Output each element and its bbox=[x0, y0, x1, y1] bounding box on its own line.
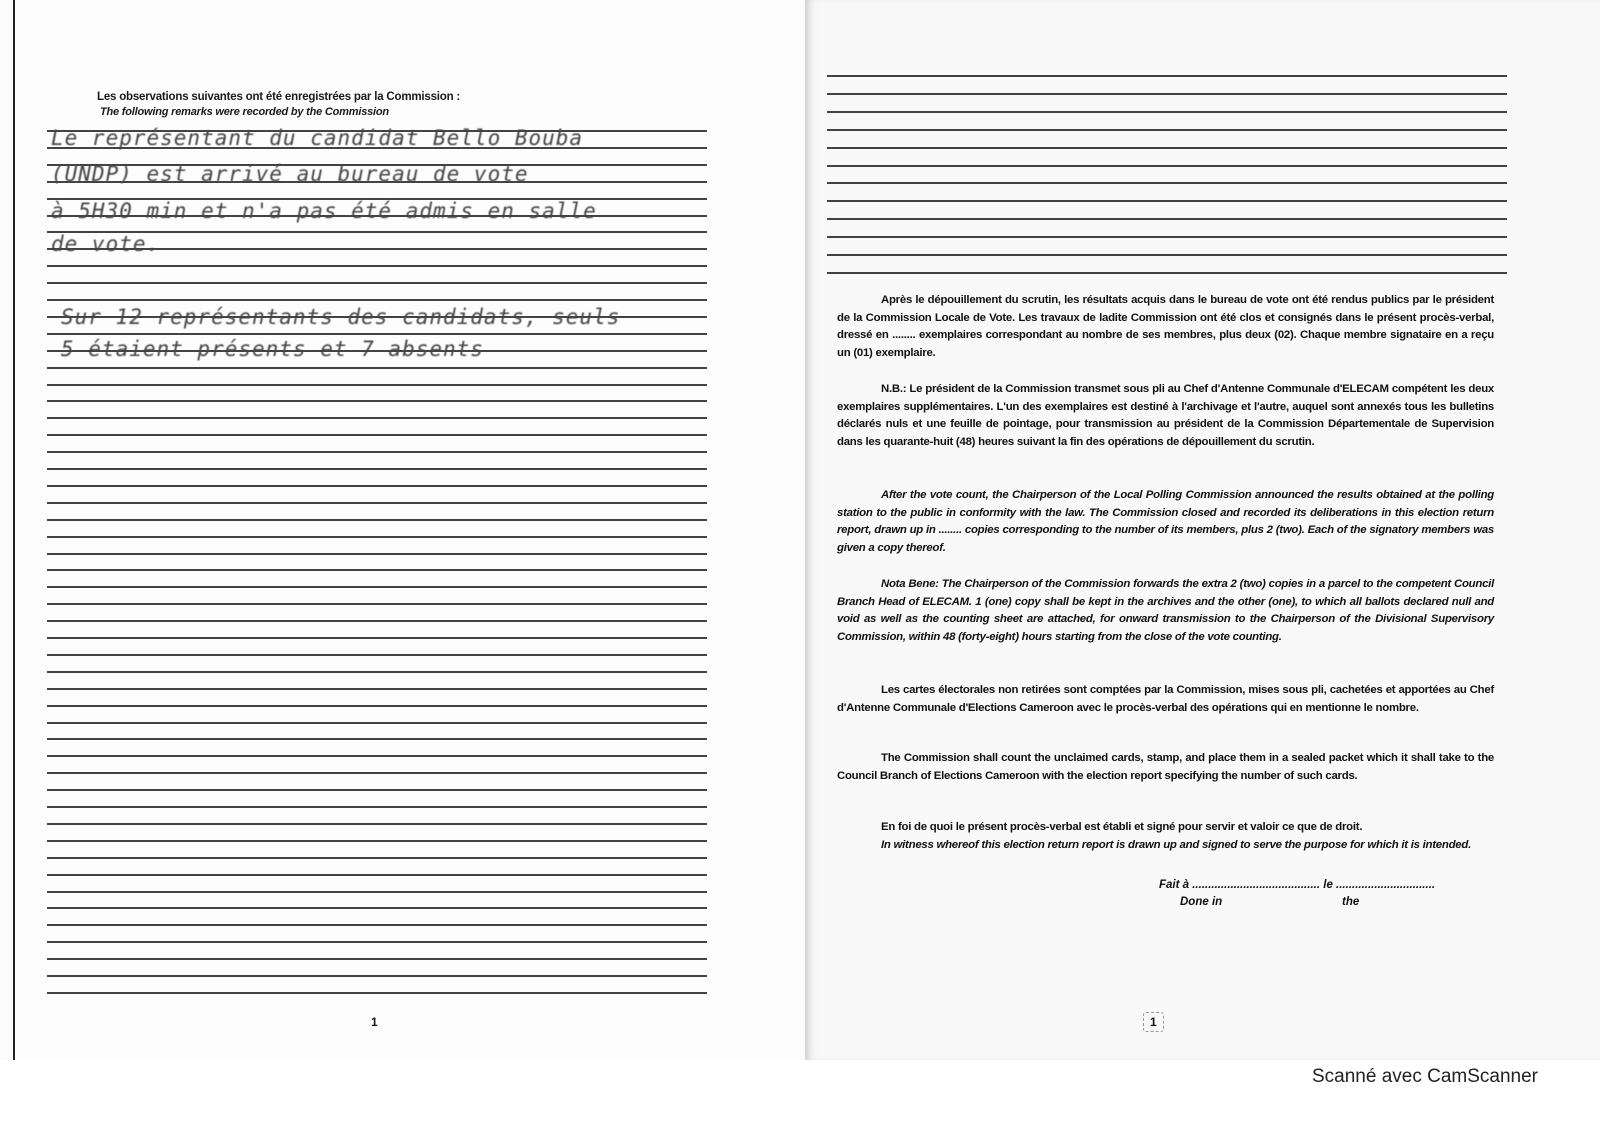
ruled-line bbox=[47, 434, 707, 436]
ruled-line bbox=[827, 93, 1507, 95]
ruled-line bbox=[47, 688, 707, 690]
handwritten-line: à 5H30 min et n'a pas été admis en salle bbox=[51, 199, 597, 223]
ruled-line bbox=[47, 265, 707, 267]
ruled-line bbox=[47, 299, 707, 301]
ruled-line bbox=[47, 451, 707, 453]
ruled-line bbox=[47, 502, 707, 504]
ruled-line bbox=[47, 874, 707, 876]
page-number-left: 1 bbox=[371, 1015, 378, 1029]
ruled-line bbox=[47, 485, 707, 487]
ruled-line bbox=[47, 536, 707, 538]
handwritten-line: de vote. bbox=[51, 232, 161, 256]
ruled-line bbox=[47, 333, 707, 335]
ruled-line bbox=[47, 755, 707, 757]
ruled-line bbox=[47, 586, 707, 588]
paragraph-cards-en: The Commission shall count the unclaimed cards, stamp, and place them in a sealed packet which it shall take to the Council Branch of Elections Cameroon with the election report specifying the number of such cards. bbox=[837, 752, 1494, 782]
paragraph-results-fr: Après le dépouillement du scrutin, les résultats acquis dans le bureau de vote ont été rendus publics par le président de la Commission Locale de Vote. Les travaux de ladite Commission ont été clos et consignés dans le présent procès-verbal, dressé en ........ exemplaires correspondant au nombre de ses membres, plus deux (02). Chaque membre signataire en a reçu un (01) exemplaire. bbox=[837, 294, 1494, 359]
ruled-line bbox=[827, 111, 1507, 113]
ruled-line bbox=[47, 282, 707, 284]
ruled-line bbox=[47, 857, 707, 859]
signature-done-in: Done in bbox=[1180, 896, 1223, 908]
paragraph-nota-bene-en: Nota Bene: The Chairperson of the Commission forwards the extra 2 (two) copies in a parcel to the competent Council Branch Head of ELECAM. 1 (one) copy shall be kept in the archives and the other (one), to which all ballots declared null and void as well as the counting sheet are attached, for onward transmission to the Chairperson of the Divisional Supervisory Commission, within 48 (forty-eight) hours starting from the close of the vote counting. bbox=[837, 578, 1494, 643]
ruled-line bbox=[47, 992, 707, 994]
observations-heading-en: The following remarks were recorded by the Commission bbox=[100, 106, 389, 118]
ruled-line bbox=[47, 569, 707, 571]
ruled-line bbox=[827, 218, 1507, 220]
handwritten-line: Le représentant du candidat Bello Bouba bbox=[51, 126, 584, 150]
ruled-line bbox=[47, 468, 707, 470]
ruled-line bbox=[47, 823, 707, 825]
handwritten-line: (UNDP) est arrivé au bureau de vote bbox=[51, 162, 529, 186]
ruled-line bbox=[47, 907, 707, 909]
ruled-line bbox=[827, 200, 1507, 202]
right-page bbox=[805, 0, 1600, 1060]
closing-en: In witness whereof this election return report is drawn up and signed to serve the purpose for which it is intended. bbox=[881, 839, 1471, 851]
ruled-line bbox=[47, 553, 707, 555]
ruled-line bbox=[827, 165, 1507, 167]
page-number-right: 1 bbox=[1143, 1012, 1164, 1032]
ruled-lines bbox=[47, 130, 707, 1000]
signature-fait-a: Fait à ........................................ le ............................... bbox=[1159, 879, 1436, 891]
ruled-line bbox=[827, 272, 1507, 274]
handwritten-line: Sur 12 représentants des candidats, seuls bbox=[61, 305, 621, 329]
ruled-line bbox=[827, 129, 1507, 131]
ruled-line bbox=[827, 147, 1507, 149]
ruled-line bbox=[47, 772, 707, 774]
ruled-line bbox=[827, 254, 1507, 256]
ruled-line bbox=[47, 789, 707, 791]
ruled-line bbox=[47, 738, 707, 740]
ruled-line bbox=[827, 236, 1507, 238]
ruled-line bbox=[47, 367, 707, 369]
left-page bbox=[13, 0, 805, 1060]
ruled-line bbox=[47, 891, 707, 893]
ruled-line bbox=[47, 519, 707, 521]
ruled-line bbox=[47, 654, 707, 656]
ruled-line bbox=[47, 603, 707, 605]
handwritten-line: 5 étaient présents et 7 absents bbox=[61, 337, 484, 361]
camscanner-watermark: Scanné avec CamScanner bbox=[1311, 1066, 1538, 1087]
nota-bene-label: Nota Bene: bbox=[881, 578, 939, 590]
ruled-line bbox=[47, 806, 707, 808]
ruled-line bbox=[47, 384, 707, 386]
ruled-line bbox=[47, 620, 707, 622]
paragraph-results-en: After the vote count, the Chairperson of the Local Polling Commission announced the results obtained at the polling station to the public in conformity with the law. The Commission closed and recorded its deliberations in this election return report, drawn up in ........ copies corresponding to the number of its members, plus 2 (two). Each of the signatory members was given a copy thereof. bbox=[837, 489, 1494, 554]
blank-ruled-lines bbox=[827, 75, 1507, 275]
ruled-line bbox=[47, 722, 707, 724]
ruled-line bbox=[47, 840, 707, 842]
ruled-line bbox=[47, 400, 707, 402]
nb-label: N.B.: bbox=[881, 383, 907, 395]
ruled-line bbox=[47, 417, 707, 419]
ruled-line bbox=[47, 924, 707, 926]
ruled-line bbox=[47, 705, 707, 707]
ruled-line bbox=[47, 671, 707, 673]
ruled-line bbox=[47, 637, 707, 639]
signature-the: the bbox=[1342, 896, 1360, 908]
ruled-line bbox=[827, 75, 1507, 77]
ruled-line bbox=[47, 941, 707, 943]
closing-fr: En foi de quoi le présent procès-verbal est établi et signé pour servir et valoir ce que de droit. bbox=[881, 821, 1363, 833]
ruled-line bbox=[827, 182, 1507, 184]
observations-heading-fr: Les observations suivantes ont été enregistrées par la Commission : bbox=[97, 91, 461, 103]
ruled-line bbox=[47, 975, 707, 977]
paragraph-cards-fr: Les cartes électorales non retirées sont comptées par la Commission, mises sous pli, cachetées et apportées au Chef d'Antenne Communale d'Elections Cameroon avec le procès-verbal des opérations qui en mentionne le nombre. bbox=[837, 684, 1494, 714]
ruled-line bbox=[47, 958, 707, 960]
paragraph-nb-fr: N.B.: Le président de la Commission transmet sous pli au Chef d'Antenne Communale d'ELECAM compétent les deux exemplaires supplémentaires. L'un des exemplaires est destiné à l'archivage et l'autre, auquel sont annexés tous les bulletins déclarés nuls et une feuille de pointage, pour transmission au président de la Commission Départementale de Supervision dans les quarante-huit (48) heures suivant la fin des opérations de dépouillement du scrutin. bbox=[837, 383, 1494, 448]
